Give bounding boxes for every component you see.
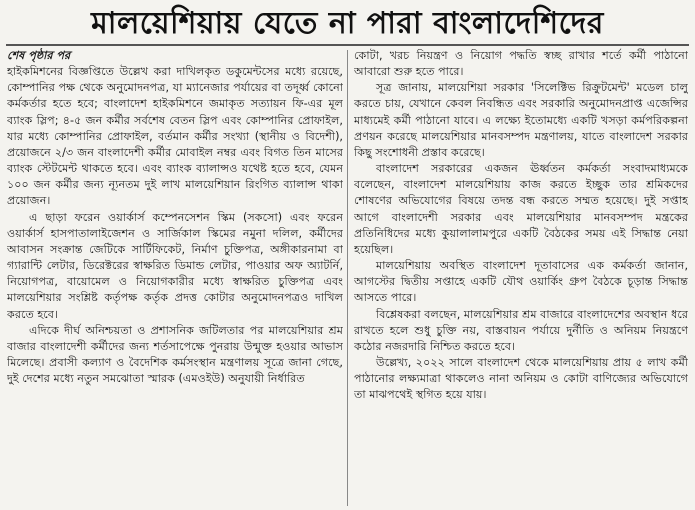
- article-headline: মালয়েশিয়ায় যেতে না পারা বাংলাদেশিদের: [91, 6, 604, 41]
- headline-rule: [6, 44, 689, 46]
- article-paragraph: এদিকে দীর্ঘ অনিশ্চয়তা ও প্রশাসনিক জটিলতার পর মালয়েশিয়ার শ্রম বাজার বাংলাদেশী কর্মীদের জন্য শর্তসাপেক্ষে পুনরায় উন্মুক্ত হওয়ার আভাস মিলেছে। প্রবাসী কল্যাণ ও বৈদেশিক কর্মসংস্থান মন্ত্রণালয় সূত্রে জানা গেছে, দুই দেশের মধ্যে নতুন সমঝোতা স্মারক (এমওইউ) অনুযায়ী নির্ধারিত: [7, 323, 343, 386]
- article-column-right: [354, 48, 688, 506]
- article-paragraph: কোটা, খরচ নিয়ন্ত্রণ ও নিয়োগ পদ্ধতি স্বচ্ছ রাখার শর্তে কর্মী পাঠানো আবারো শুরু হতে পারে।: [354, 49, 688, 79]
- article-paragraph: বিশ্লেষকরা বলছেন, মালয়েশিয়ার শ্রম বাজারে বাংলাদেশের অবস্থান ধরে রাখতে হলে শুধু চুক্তি নয়, বাস্তবায়ন পর্যায়ে দুর্নীতি ও অনিয়ম নিয়ন্ত্রণে কঠোর নজরদারি নিশ্চিত করতে হবে।: [354, 307, 688, 353]
- article-paragraph: হাইকমিশনের বিজ্ঞপ্তিতে উল্লেখ করা দাখিলকৃত ডকুমেন্টসের মধ্যে রয়েছে, কোম্পানির পক্ষ থেকে অনুমোদনপত্র, যা ম্যানেজার পর্যায়ের বা তদূর্ধ্ব কোনো কর্মকর্তার হতে হবে; বাংলাদেশ হাইকমিশনে জমাকৃত সত্যায়ন ফি-এর মূল ব্যাংক স্লিপ; ৪-৫ জন কর্মীর সর্বশেষ বেতন স্লিপ এবং কোম্পানির প্রোফাইল, যার মধ্যে কোম্পানির প্রোফাইল, বর্তমান কর্মীর সংখ্যা (স্থানীয় ও বিদেশী), প্রয়োজনে ২/৩ জন বাংলাদেশী কর্মীর মোবাইল নম্বর এবং বিগত তিন মাসের ব্যাংক স্টেটমেন্ট থাকতে হবে। এবং ব্যাংক ব্যালান্সও যথেষ্ট হতে হবে, যেমন ১০০ জন কর্মীর জন্য ন্যূনতম দুই লাখ মালয়েশিয়ান রিংগিত ব্যালান্স থাকা প্রয়োজন।: [7, 65, 343, 208]
- article-column-left: [7, 48, 343, 506]
- article-paragraph: উল্লেখ্য, ২০২২ সালে বাংলাদেশ থেকে মালয়েশিয়ায় প্রায় ৫ লাখ কর্মী পাঠানোর লক্ষ্যমাত্রা থাকলেও নানা অনিয়ম ও কোটা বাণিজ্যের অভিযোগে তা মাঝপথেই স্থগিত হয়ে যায়।: [354, 355, 688, 402]
- article-paragraph: সূত্র জানায়, মালয়েশিয়া সরকার 'সিলেক্টিভ রিক্রুটমেন্ট' মডেল চালু করতে চায়, যেখানে কেবল নিবন্ধিত এবং সরকারি অনুমোদনপ্রাপ্ত এজেন্সির মাধ্যমেই কর্মী পাঠানো যাবে। এ লক্ষ্যে ইতোমধ্যে একটি খসড়া কর্মপরিকল্পনা প্রণয়ন করেছে মালয়েশিয়ার মানবসম্পদ মন্ত্রণালয়, যাতে বাংলাদেশ সরকার কিছু সংশোধনী প্রস্তাব করেছে।: [354, 81, 688, 159]
- column-divider: [347, 50, 348, 506]
- article-paragraph: এ ছাড়া ফরেন ওয়ার্কার্স কম্পেনসেশন স্কিম (সকসো) এবং ফরেন ওয়ার্কার্স হাসপাতালাইজেশন ও সার্জিকাল স্কিমের নমুনা দলিল, কর্মীদের আবাসন সংক্রান্ত জেটিকে সার্টিফিকেট, নির্মাণ চুক্তিপত্র, অঙ্গীকারনামা বা গ্যারান্টি লেটার, ডিরেক্টরের স্বাক্ষরিত ডিমান্ড লেটার, পাওয়ার অফ অ্যাটর্নি, নিয়োগপত্র, বায়োমেল ও নিয়োগকারীর মধ্যে স্বাক্ষরিত চুক্তিপত্র এবং মালয়েশিয়ার সংশ্লিষ্ট কর্তৃপক্ষ কর্তৃক প্রদত্ত কোটার অনুমোদনপত্রও দাখিল করতে হবে।: [7, 210, 343, 321]
- continued-from-label: শেষ পৃষ্ঠার পর: [7, 49, 71, 62]
- article-paragraph: মালয়েশিয়ায় অবস্থিত বাংলাদেশ দূতাবাসের এক কর্মকর্তা জানান, আগস্টের দ্বিতীয় সপ্তাহে একটি যৌথ ওয়ার্কিং গ্রুপ বৈঠকে চূড়ান্ত সিদ্ধান্ত আসতে পারে।: [354, 259, 688, 305]
- article-paragraph: বাংলাদেশ সরকারের একজন ঊর্ধ্বতন কর্মকর্তা সংবাদমাধ্যমকে বলেছেন, বাংলাদেশ মালয়েশিয়ায় কাজ করতে ইচ্ছুক তার শ্রমিকদের শোষণের অভিযোগের বিষয়ে তদন্ত বন্ধ করতে সম্মত হয়েছে। দুই সপ্তাহ আগে বাংলাদেশী সরকার এবং মালয়েশিয়ার মানবসম্পদ মন্ত্রকের প্রতিনিধিদের মধ্যে কুয়ালালামপুরে একটি বৈঠকের সময় এই সিদ্ধান্ত নেয়া হয়েছিল।: [354, 162, 688, 256]
